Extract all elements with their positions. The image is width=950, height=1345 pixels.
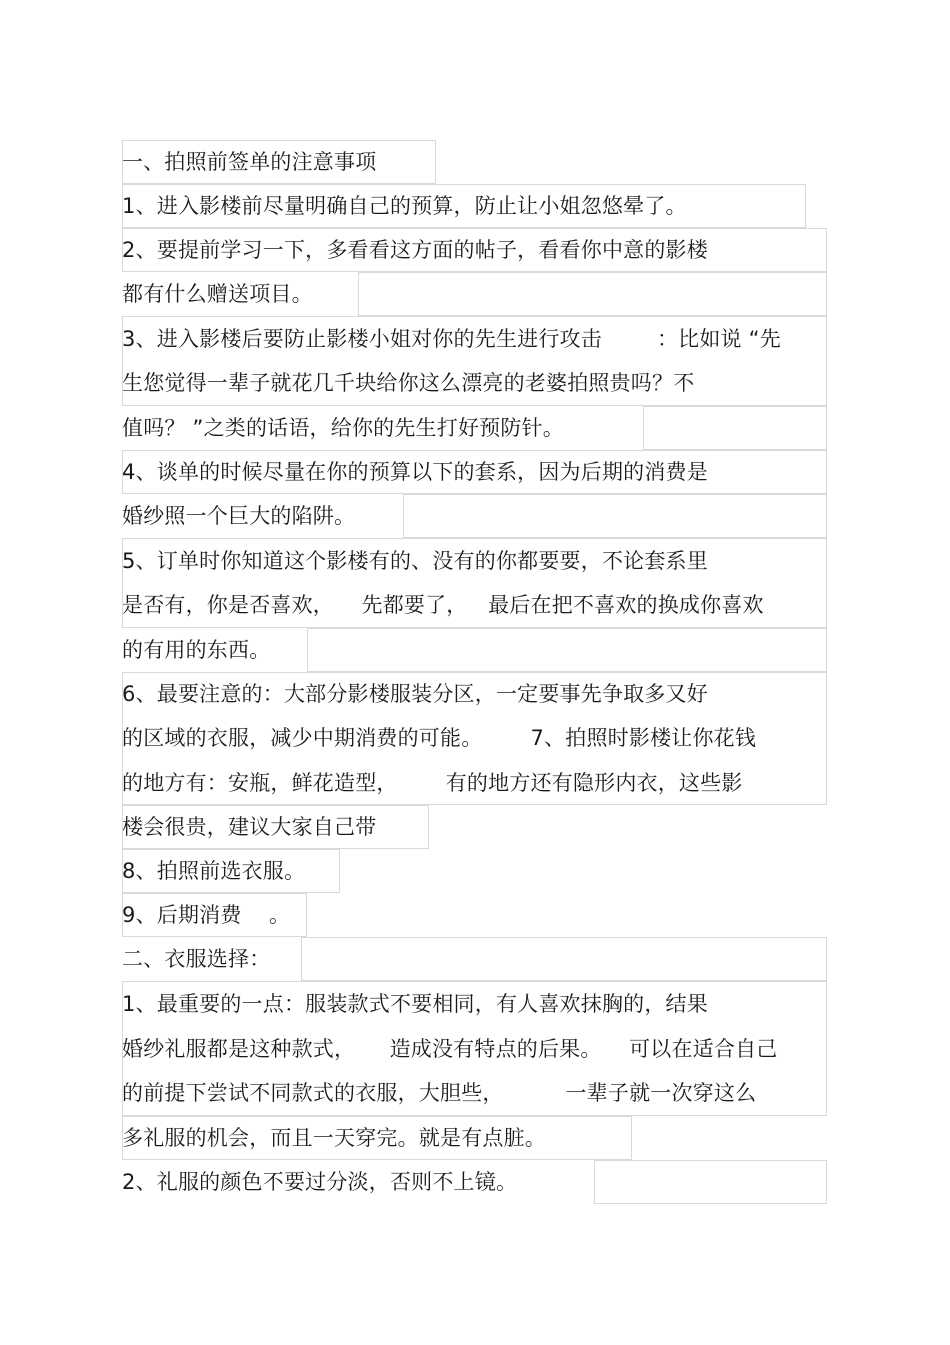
- paragraph-line: 生您觉得一辈子就花几千块给你这么漂亮的老婆拍照贵吗？不: [122, 371, 695, 395]
- text-frame: [307, 628, 827, 672]
- paragraph-line: 2、要提前学习一下，多看看这方面的帖子，看看你中意的影楼: [122, 238, 708, 262]
- paragraph-line: 值吗？ ”之类的话语，给你的先生打好预防针。: [122, 416, 564, 440]
- paragraph-line: 9、后期消费 。: [122, 903, 291, 927]
- paragraph-line: 8、拍照前选衣服。: [122, 859, 306, 883]
- section-heading: 二、衣服选择：: [122, 947, 271, 971]
- paragraph-line: 多礼服的机会，而且一天穿完。就是有点脏。: [122, 1126, 546, 1150]
- paragraph-line: 6、最要注意的：大部分影楼服装分区，一定要事先争取多又好: [122, 682, 708, 706]
- paragraph-line: 4、谈单的时候尽量在你的预算以下的套系，因为后期的消费是: [122, 460, 708, 484]
- paragraph-line: 婚纱照一个巨大的陷阱。: [122, 504, 356, 528]
- paragraph-line: 都有什么赠送项目。: [122, 282, 313, 306]
- section-heading: 一、拍照前签单的注意事项: [122, 150, 377, 174]
- paragraph-line: 1、进入影楼前尽量明确自己的预算，防止让小姐忽悠晕了。: [122, 194, 687, 218]
- paragraph-line: 2、礼服的颜色不要过分淡，否则不上镜。: [122, 1170, 518, 1194]
- paragraph-line: 的区域的衣服，减少中期消费的可能。 7、拍照时影楼让你花钱: [122, 726, 757, 750]
- paragraph-line: 1、最重要的一点：服装款式不要相同，有人喜欢抹胸的，结果: [122, 992, 708, 1016]
- text-frame: [643, 406, 827, 450]
- text-frame: [594, 1160, 827, 1204]
- paragraph-line: 的有用的东西。: [122, 638, 271, 662]
- paragraph-line: 3、进入影楼后要防止影楼小姐对你的先生进行攻击 ：比如说 “先: [122, 327, 781, 351]
- text-frame: [301, 937, 827, 981]
- paragraph-line: 的地方有：安瓶，鲜花造型， 有的地方还有隐形内衣，这些影: [122, 771, 743, 795]
- text-frame: [358, 272, 827, 316]
- paragraph-line: 是否有，你是否喜欢， 先都要了， 最后在把不喜欢的换成你喜欢: [122, 593, 764, 617]
- text-frame: [403, 494, 827, 538]
- paragraph-line: 婚纱礼服都是这种款式， 造成没有特点的后果。 可以在适合自己: [122, 1037, 778, 1061]
- paragraph-line: 楼会很贵，建议大家自己带: [122, 815, 377, 839]
- paragraph-line: 的前提下尝试不同款式的衣服，大胆些， 一辈子就一次穿这么: [122, 1081, 757, 1105]
- paragraph-line: 5、订单时你知道这个影楼有的、没有的你都要要，不论套系里: [122, 549, 708, 573]
